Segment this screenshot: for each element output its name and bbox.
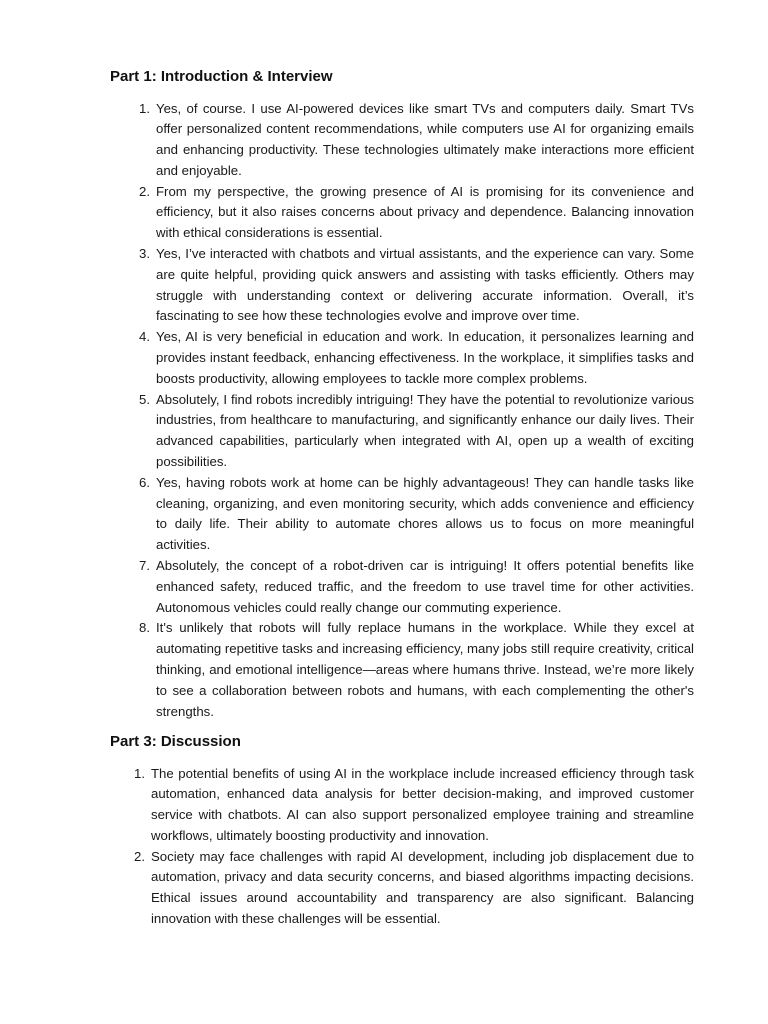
part1-answer-1 xyxy=(139,99,694,182)
answer-number: 3. xyxy=(139,246,150,262)
part3-answer-list xyxy=(134,764,694,930)
answer-text: Yes, AI is very beneficial in education and work. In education, it personalizes learning and provides instant feedback, enhancing effectiveness. In the workplace, it simplifies tasks and boosts productivity, allowing employees to tackle more complex problems. xyxy=(156,329,694,386)
answer-number: 1. xyxy=(139,100,150,116)
answer-number: 1. xyxy=(134,765,145,781)
answer-text: Absolutely, I find robots incredibly intriguing! They have the potential to revolutionize various industries, from healthcare to manufacturing, and significantly enhance our daily lives. Their advanced capabilities, particularly when integrated with AI, open up a wealth of exciting possibilities. xyxy=(156,391,694,470)
answer-number: 7. xyxy=(139,558,150,574)
answer-text: The potential benefits of using AI in the workplace include increased efficiency through task automation, enhanced data analysis for better decision-making, and improved customer service with chatbots. AI can also support personalized employee training and streamline workflows, ultimately boosting productivity and innovation. xyxy=(151,765,694,843)
answer-text: It's unlikely that robots will fully replace humans in the workplace. While they excel at automating repetitive tasks and increasing efficiency, many jobs still require creativity, critical thinking, and emotional intelligence—areas where humans thrive. Instead, we’re more likely to see a collaboration between robots and humans, with each complementing the other's strengths. xyxy=(156,620,694,719)
answer-text: Yes, I’ve interacted with chatbots and virtual assistants, and the experience can vary. Some are quite helpful, providing quick answers and assisting with tasks efficiently. Others may struggle with understanding context or delivering accurate information. Overall, it’s fascinating to see how these technologies evolve and improve over time. xyxy=(156,246,694,324)
answer-number: 2. xyxy=(134,848,145,864)
answer-number: 8. xyxy=(139,620,150,636)
part1-answer-3 xyxy=(139,244,694,327)
answer-number: 5. xyxy=(139,391,150,407)
part3-heading: Part 3: Discussion xyxy=(110,733,241,750)
part1-answer-8 xyxy=(139,618,694,722)
answer-text: Yes, having robots work at home can be highly advantageous! They can handle tasks like cleaning, organizing, and even monitoring security, which adds convenience and efficiency to daily life. Their ability to automate chores allows us to focus on more meaningful activities. xyxy=(156,474,694,553)
answer-number: 4. xyxy=(139,329,150,345)
part3-answer-2 xyxy=(134,847,694,930)
part1-answer-7 xyxy=(139,556,694,618)
answer-number: 2. xyxy=(139,183,150,199)
answer-text: Society may face challenges with rapid AI development, including job displacement due to automation, privacy and data security concerns, and biased algorithms impacting decisions. Ethical issues around accountability and transparency are also significant. Balancing innovation with these challenges will be essential. xyxy=(151,848,694,927)
part3-answer-1 xyxy=(134,764,694,847)
part1-answer-2 xyxy=(139,182,694,244)
part1-heading: Part 1: Introduction & Interview xyxy=(110,68,333,85)
part1-answer-4 xyxy=(139,327,694,389)
part1-answer-5 xyxy=(139,390,694,473)
answer-text: From my perspective, the growing presence of AI is promising for its convenience and efficiency, but it also raises concerns about privacy and dependence. Balancing innovation with ethical considerations is essential. xyxy=(156,183,694,241)
answer-text: Absolutely, the concept of a robot-driven car is intriguing! It offers potential benefits like enhanced safety, reduced traffic, and the freedom to use travel time for other activities. Autonomous vehicles could really change our commuting experience. xyxy=(156,558,694,615)
answer-text: Yes, of course. I use AI-powered devices like smart TVs and computers daily. Smart TVs offer personalized content recommendations, while computers use AI for organizing emails and enhancing productivity. These technologies ultimately make interactions more efficient and enjoyable. xyxy=(156,100,694,178)
part1-answer-list xyxy=(139,99,694,723)
part1-answer-6 xyxy=(139,473,694,556)
answer-number: 6. xyxy=(139,474,150,490)
